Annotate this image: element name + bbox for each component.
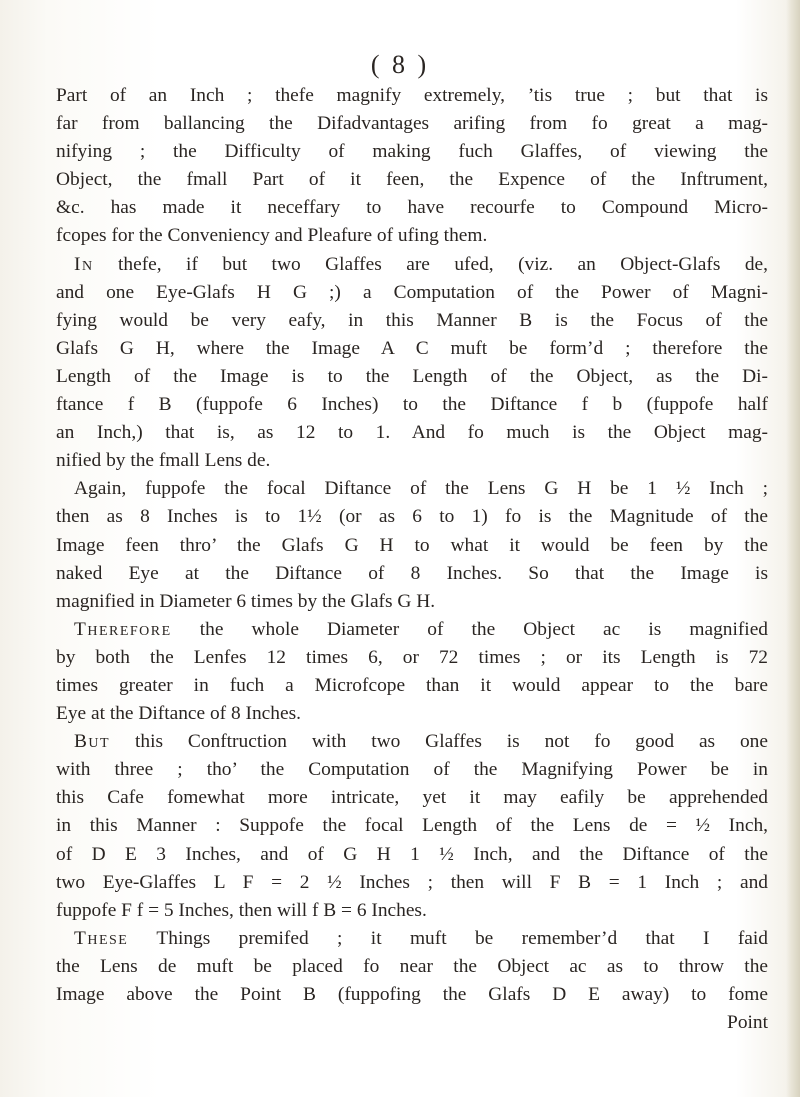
text-line xyxy=(56,82,768,110)
text-line xyxy=(56,391,768,419)
text-line xyxy=(56,616,768,644)
text-line xyxy=(56,110,768,138)
text-line xyxy=(56,279,768,307)
text-line xyxy=(56,700,768,728)
line-text: Length of the Image is to the Length of the Object, as the Di- xyxy=(56,365,768,387)
text-line xyxy=(56,335,768,363)
text-line xyxy=(56,560,768,588)
text-line xyxy=(56,953,768,981)
line-text: in this Manner : Suppofe the focal Length of the Lens de = ½ Inch, xyxy=(56,815,768,837)
text-line xyxy=(56,307,768,335)
page-number: ( 8 ) xyxy=(370,50,430,79)
paragraph-lead-word: Therefore xyxy=(74,618,172,640)
line-text: then as 8 Inches is to 1½ (or as 6 to 1) fo is the Magnitude of the xyxy=(56,506,768,528)
line-text: Image feen thro’ the Glafs G H to what it would be feen by the xyxy=(56,534,768,556)
line-text: fuppofe F f = 5 Inches, then will f B = 6 Inches. xyxy=(56,899,427,921)
text-line xyxy=(56,475,768,503)
line-text: the whole Diameter of the Object ac is magnified xyxy=(171,618,768,640)
line-text: and one Eye-Glafs H G ;) a Computation of the Power of Magni- xyxy=(56,281,768,303)
page-edge xyxy=(786,0,800,1097)
paragraph-lead-word: But xyxy=(74,731,111,753)
line-text: Image above the Point B (fuppofing the Glafs D E away) to fome xyxy=(56,984,768,1005)
text-line xyxy=(56,728,768,756)
paragraph-lead-word: In xyxy=(74,253,94,275)
text-line xyxy=(56,1009,768,1037)
text-line xyxy=(56,644,768,672)
line-text: the Lens de muft be placed fo near the Object ac as to throw the xyxy=(56,955,768,977)
line-text: Object, the fmall Part of it feen, the Expence of the Inftrument, xyxy=(56,169,768,191)
text-line xyxy=(56,251,768,279)
text-line xyxy=(56,812,768,840)
line-text: Glafs G H, where the Image A C muft be form’d ; therefore the xyxy=(56,337,768,359)
line-text: by both the Lenfes 12 times 6, or 72 times ; or its Length is 72 xyxy=(56,646,768,668)
text-line xyxy=(56,419,768,447)
text-line xyxy=(56,756,768,784)
text-line xyxy=(56,194,768,222)
line-text: this Conftruction with two Glaffes is not fo good as one xyxy=(110,731,768,753)
line-text: Part of an Inch ; thefe magnify extremely, ’tis true ; but that is xyxy=(56,85,768,106)
line-text: two Eye-Glaffes L F = 2 ½ Inches ; then will F B = 1 Inch ; and xyxy=(56,871,768,893)
text-line xyxy=(56,925,768,953)
text-line xyxy=(56,588,768,616)
line-text: Eye at the Diftance of 8 Inches. xyxy=(56,703,301,725)
line-text: far from ballancing the Difadvantages arifing from fo great a mag- xyxy=(56,113,768,135)
line-text: fcopes for the Conveniency and Pleafure of ufing them. xyxy=(56,225,488,247)
paragraph-lead-word: These xyxy=(74,927,129,949)
text-line xyxy=(56,447,768,475)
text-line xyxy=(56,222,768,250)
line-text: Point xyxy=(727,1012,768,1034)
text-line xyxy=(56,841,768,869)
line-text: with three ; tho’ the Computation of the Magnifying Power be in xyxy=(56,759,768,781)
line-text: nified by the fmall Lens de. xyxy=(56,450,271,472)
text-line xyxy=(56,138,768,166)
text-line xyxy=(56,869,768,897)
text-line xyxy=(56,532,768,560)
line-text: ftance f B (fuppofe 6 Inches) to the Diftance f b (fuppofe half xyxy=(56,394,768,416)
line-text: nifying ; the Difficulty of making fuch Glaffes, of viewing the xyxy=(56,141,768,163)
line-text: of D E 3 Inches, and of G H 1 ½ Inch, and the Diftance of the xyxy=(56,843,768,865)
line-text: naked Eye at the Diftance of 8 Inches. So that the Image is xyxy=(56,562,768,584)
text-line xyxy=(56,897,768,925)
line-text: this Cafe fomewhat more intricate, yet it may eafily be apprehended xyxy=(56,787,768,809)
line-text: an Inch,) that is, as 12 to 1. And fo much is the Object mag- xyxy=(56,422,768,444)
text-line xyxy=(56,363,768,391)
text-line xyxy=(56,166,768,194)
text-line xyxy=(56,503,768,531)
text-line xyxy=(56,981,768,1009)
line-text: &c. has made it neceffary to have recourfe to Compound Micro- xyxy=(56,197,768,219)
body-text xyxy=(56,82,768,1037)
line-text: times greater in fuch a Microfcope than it would appear to the bare xyxy=(56,674,768,696)
line-text: fying would be very eafy, in this Manner B is the Focus of the xyxy=(56,309,768,331)
line-text: Things premifed ; it muft be remember’d that I faid xyxy=(128,927,768,949)
line-text: magnified in Diameter 6 times by the Glafs G H. xyxy=(56,590,436,612)
line-text: thefe, if but two Glaffes are ufed, (viz. an Object-Glafs de, xyxy=(93,253,768,275)
line-text: Again, fuppofe the focal Diftance of the Lens G H be 1 ½ Inch ; xyxy=(74,478,768,500)
text-line xyxy=(56,672,768,700)
text-line xyxy=(56,784,768,812)
